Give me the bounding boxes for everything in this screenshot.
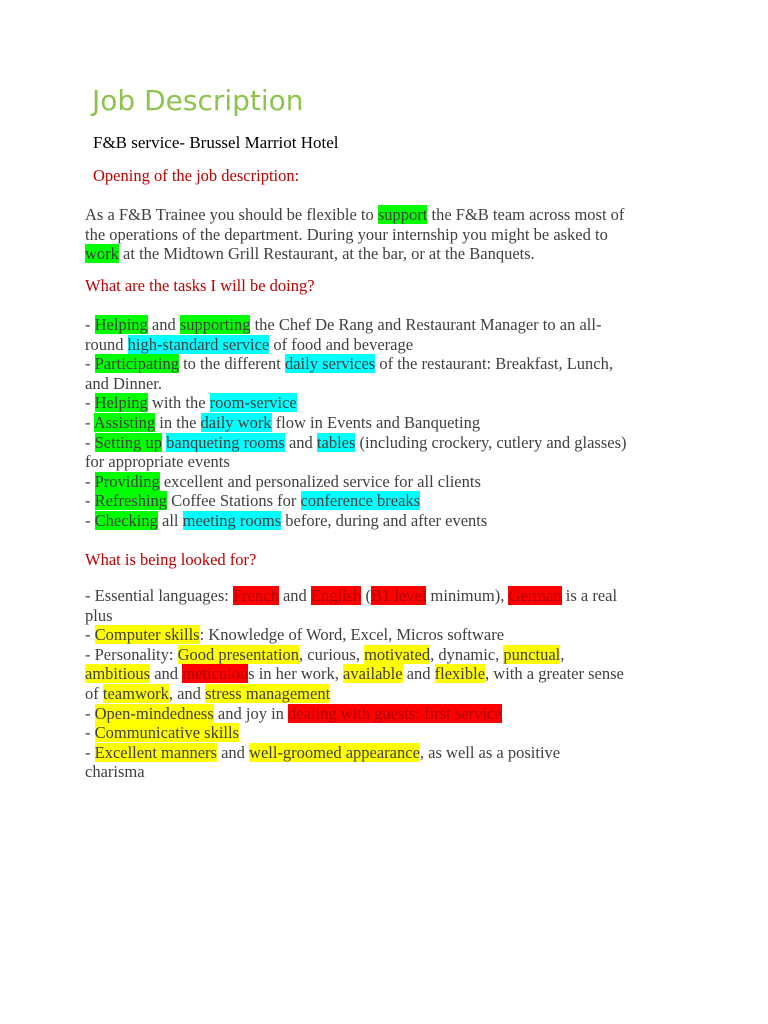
text-line: As a F&B Trainee you should be flexible to support the F&B team across most of [85,205,625,224]
highlighted-text: Checking [94,510,158,530]
text-line: - Communicative skills [85,723,239,743]
highlighted-text: conference breaks [300,491,421,511]
text-line: of teamwork, and stress management [85,683,331,703]
highlighted-text: stress management [205,683,331,703]
text-line: - Checking all meeting rooms before, during and after events [85,510,488,530]
highlighted-text: dealing with guests: first service [288,703,502,723]
text-line: - Refreshing Coffee Stations for conference breaks [85,491,421,511]
highlighted-text: meticulou [182,664,249,684]
text-line: - Personality: Good presentation, curious, motivated, dynamic, punctual, [85,644,565,664]
text-line: - Providing excellent and personalized service for all clients [85,471,481,491]
tasks-heading: What are the tasks I will be doing? [85,276,315,295]
highlighted-text: English [310,586,362,605]
highlighted-text: Assisting [93,412,156,432]
highlighted-text: Providing [94,471,160,491]
highlighted-text: daily services [284,354,376,374]
tasks-list [85,315,685,531]
highlighted-text: high-standard service [127,334,270,354]
highlighted-text: Refreshing [94,491,168,511]
text-line: and Dinner. [85,373,162,393]
highlighted-text: Good presentation [177,644,300,664]
highlighted-text: French [233,586,279,605]
text-line: ambitious and meticulous in her work, available and flexible, with a greater sense [85,664,624,684]
text-line: for appropriate events [85,452,230,472]
highlighted-text: Excellent manners [94,742,217,762]
highlighted-text: daily work [200,412,272,432]
highlighted-text: banqueting rooms [166,432,285,452]
text-line: - Essential languages: French and English (B1 level minimum), German is a real [85,586,618,605]
highlighted-text: B1 level [370,586,427,605]
looked-for-heading: What is being looked for? [85,550,257,569]
looked-for-list [85,586,685,782]
highlighted-text: Computer skills [94,625,200,645]
highlighted-text: Communicative skills [94,723,239,743]
text-line: - Helping and supporting the Chef De Rang and Restaurant Manager to an all- [85,315,602,334]
highlighted-text: available [343,664,403,684]
highlighted-text: Helping [94,393,148,413]
opening-paragraph [85,205,685,264]
highlighted-text: meeting rooms [182,510,282,530]
text-line: charisma [85,762,145,782]
text-line: - Computer skills: Knowledge of Word, Excel, Micros software [85,625,505,645]
text-line: work at the Midtown Grill Restaurant, at the bar, or at the Banquets. [85,244,535,264]
highlighted-text: punctual [503,644,561,664]
text-line: round high-standard service of food and beverage [85,334,414,354]
subtitle: F&B service- Brussel Marriot Hotel [93,133,339,152]
highlighted-text: Helping [94,315,148,334]
highlighted-text: teamwork [102,683,169,703]
highlighted-text: flexible [434,664,486,684]
highlighted-text: motivated [364,644,431,664]
highlighted-text: support [377,205,428,224]
highlighted-text: room-service [209,393,297,413]
text-line: - Participating to the different daily services of the restaurant: Breakfast, Lunch, [85,354,614,374]
page-title: Job Description [92,84,304,117]
text-line: - Open-mindedness and joy in dealing with guests: first service [85,703,502,723]
highlighted-text: well-groomed appearance [249,742,420,762]
text-line: plus [85,605,113,625]
highlighted-text: tables [316,432,356,452]
text-line: - Assisting in the daily work flow in Events and Banqueting [85,412,481,432]
highlighted-text: ambitious [85,664,151,684]
opening-heading: Opening of the job description: [93,166,300,185]
text-line: - Helping with the room-service [85,393,297,413]
highlighted-text: supporting [179,315,251,334]
highlighted-text: Participating [94,354,179,374]
text-line: - Setting up banqueting rooms and tables (including crockery, cutlery and glasses) [85,432,627,452]
text-line: - Excellent manners and well-groomed appearance, as well as a positive [85,742,561,762]
highlighted-text: work [85,244,119,264]
highlighted-text: German [508,586,562,605]
highlighted-text: Setting up [94,432,163,452]
text-line: the operations of the department. During your internship you might be asked to [85,224,608,244]
highlighted-text: Open-mindedness [94,703,214,723]
